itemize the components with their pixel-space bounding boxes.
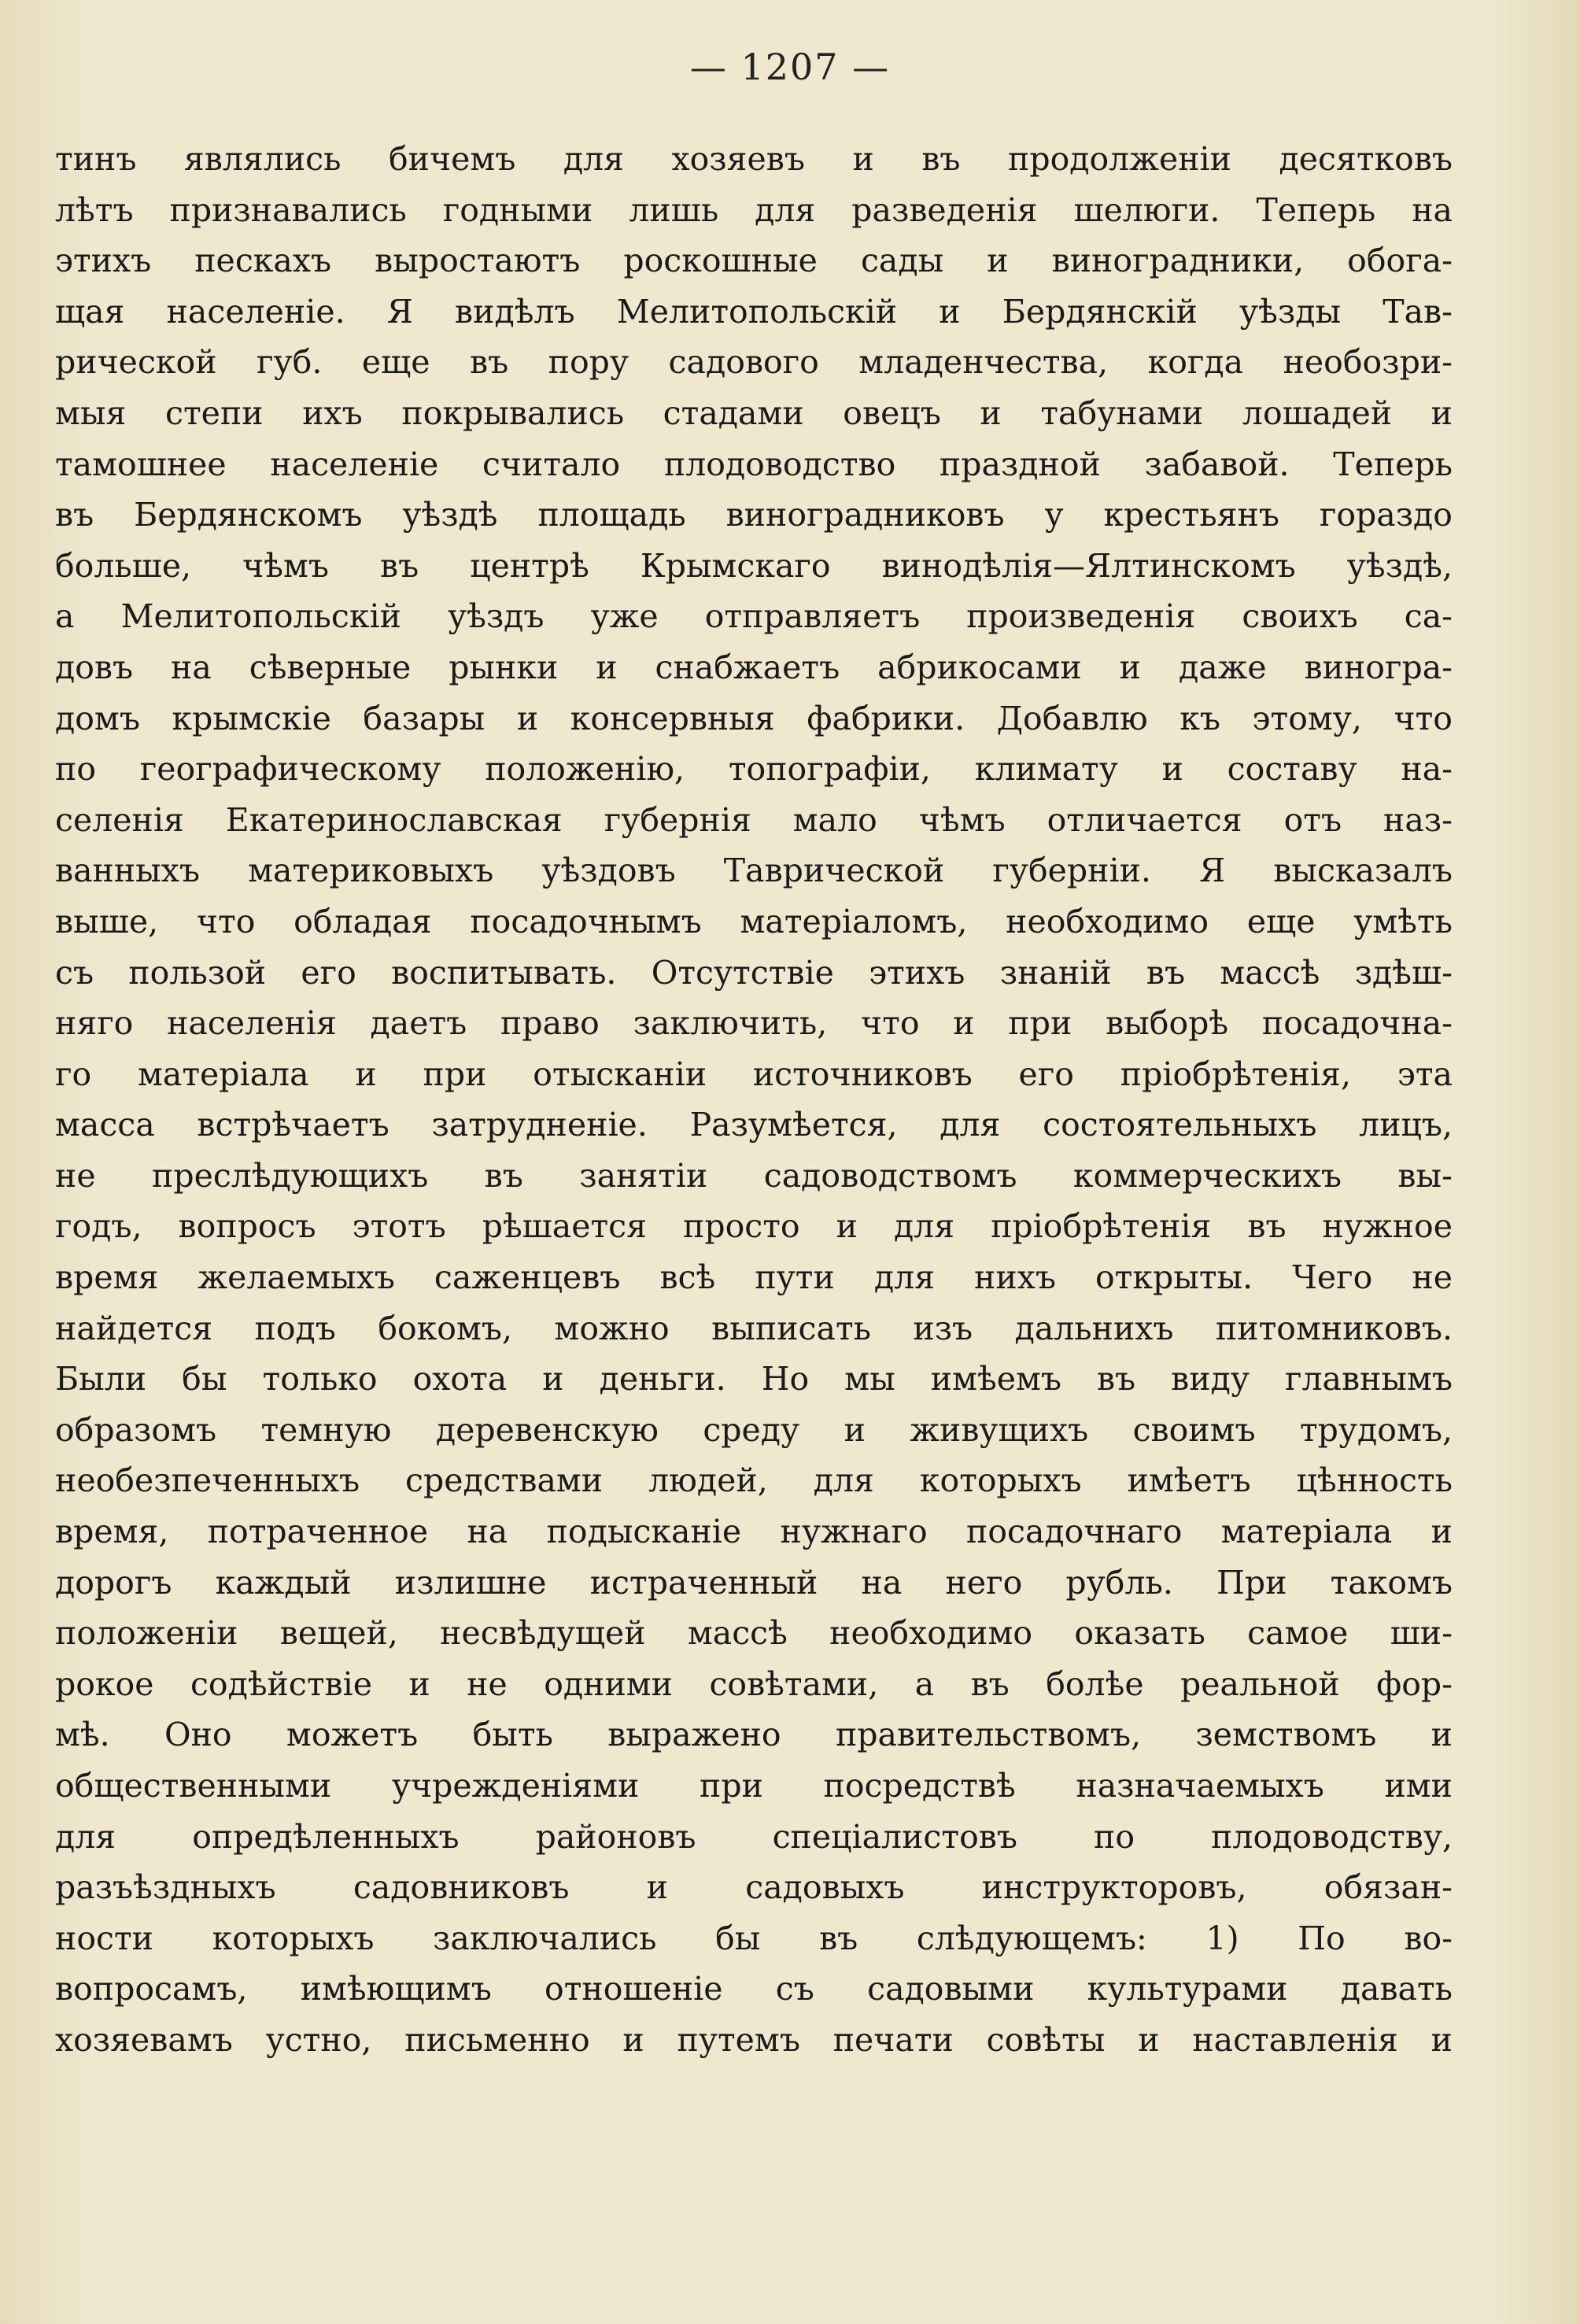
text-line: лѣтъ признавались годными лишь для разведенія шелюги. Теперь на (55, 190, 1453, 229)
body-text (55, 134, 1453, 2066)
text-line: хозяевамъ устно, письменно и путемъ печати совѣты и наставленія и (55, 2020, 1453, 2059)
text-line: годъ, вопросъ этотъ рѣшается просто и для пріобрѣтенія въ нужное (55, 1207, 1453, 1246)
text-line: тинъ являлись бичемъ для хозяевъ и въ продолженіи десятковъ (55, 140, 1453, 178)
text-line: домъ крымскіе базары и консервныя фабрики. Добавлю къ этому, что (55, 699, 1453, 737)
text-line: вопросамъ, имѣющимъ отношеніе съ садовыми культурами давать (55, 1970, 1453, 2008)
text-line: общественными учрежденіями при посредствѣ назначаемыхъ ими (55, 1767, 1453, 1805)
text-line: найдется подъ бокомъ, можно выписать изъ дальнихъ питомниковъ. (55, 1309, 1453, 1347)
text-line: рической губ. еще въ пору садового младенчества, когда необозри- (55, 343, 1453, 382)
text-line: а Мелитопольскій уѣздъ уже отправляетъ произведенія своихъ са- (55, 597, 1453, 636)
text-line: образомъ темную деревенскую среду и живущихъ своимъ трудомъ, (55, 1410, 1453, 1449)
text-line: по географическому положенію, топографіи, климату и составу на- (55, 750, 1453, 789)
text-line: время желаемыхъ саженцевъ всѣ пути для нихъ открыты. Чего не (55, 1258, 1453, 1297)
text-line: ности которыхъ заключались бы въ слѣдующемъ: 1) По во- (55, 1919, 1453, 1957)
text-line: не преслѣдующихъ въ занятіи садоводствомъ коммерческихъ вы- (55, 1156, 1453, 1195)
text-line: больше, чѣмъ въ центрѣ Крымскаго винодѣлія—Ялтинскомъ уѣздѣ, (55, 546, 1453, 585)
text-line: тамошнее населеніе считало плодоводство праздной забавой. Теперь (55, 445, 1453, 483)
text-line: для опредѣленныхъ районовъ спеціалистовъ по плодоводству, (55, 1817, 1453, 1856)
text-line: необезпеченныхъ средствами людей, для которыхъ имѣетъ цѣнность (55, 1461, 1453, 1500)
text-line: положеніи вещей, несвѣдущей массѣ необходимо оказать самое ши- (55, 1614, 1453, 1653)
text-line: довъ на сѣверные рынки и снабжаетъ абрикосами и даже виногра- (55, 648, 1453, 686)
text-line: съ пользой его воспитывать. Отсутствіе этихъ знаній въ массѣ здѣш- (55, 953, 1453, 992)
text-line: разъѣздныхъ садовниковъ и садовыхъ инструкторовъ, обязан- (55, 1868, 1453, 1907)
text-line: время, потраченное на подысканіе нужнаго посадочнаго матеріала и (55, 1513, 1453, 1551)
text-line: Были бы только охота и деньги. Но мы имѣемъ въ виду главнымъ (55, 1360, 1453, 1398)
text-line: мыя степи ихъ покрывались стадами овецъ и табунами лошадей и (55, 393, 1453, 432)
text-line: селенія Екатеринославская губернія мало чѣмъ отличается отъ наз- (55, 800, 1453, 839)
text-line: ванныхъ материковыхъ уѣздовъ Таврической губерніи. Я высказалъ (55, 852, 1453, 890)
page-number: — 1207 — (689, 46, 891, 88)
text-line: рокое содѣйствіе и не одними совѣтами, а въ болѣе реальной фор- (55, 1664, 1453, 1703)
text-line: го матеріала и при отысканіи источниковъ его пріобрѣтенія, эта (55, 1055, 1453, 1093)
text-line: въ Бердянскомъ уѣздѣ площадь виноградниковъ у крестьянъ гораздо (55, 496, 1453, 534)
text-line: няго населенія даетъ право заключить, что и при выборѣ посадочна- (55, 1004, 1453, 1043)
text-line: выше, что обладая посадочнымъ матеріаломъ, необходимо еще умѣть (55, 902, 1453, 940)
text-line: мѣ. Оно можетъ быть выражено правительствомъ, земствомъ и (55, 1716, 1453, 1754)
text-line: масса встрѣчаетъ затрудненіе. Разумѣется, для состоятельныхъ лицъ, (55, 1106, 1453, 1144)
text-line: щая населеніе. Я видѣлъ Мелитопольскій и Бердянскій уѣзды Тав- (55, 292, 1453, 331)
text-line: дорогъ каждый излишне истраченный на него рубль. При такомъ (55, 1563, 1453, 1602)
text-line: этихъ пескахъ выростаютъ роскошные сады и виноградники, обога- (55, 242, 1453, 280)
